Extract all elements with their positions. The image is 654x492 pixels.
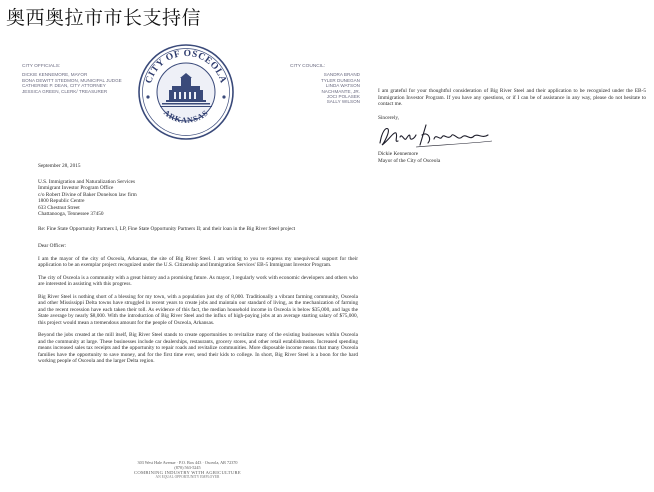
letter-page (14, 40, 361, 485)
body-paragraph: I am the mayor of the city of Osceola, Arkansas, the site of Big River Steel. I am writing to you to express my unequivocal support for their application to be an exemplar project recognized under the U.S. Citizenship and Immigration Services' EB-5 Immigrant Investor Program. (38, 255, 358, 268)
council-member-row: JOCI POLASEK (326, 94, 360, 100)
city-council-heading: CITY COUNCIL: (290, 64, 326, 69)
seal-bottom-text: ARKANSAS (161, 108, 211, 125)
letterhead-footer (14, 460, 361, 480)
footer-phone: (870) 563-5245 (174, 465, 201, 471)
footer-address: 303 West Hale Avenue · P.O. Box 443 · Osceola, AR 72370 (137, 460, 238, 465)
address-line: 1800 Republic Centre (38, 198, 85, 204)
city-officials-heading: CITY OFFICIALS: (22, 64, 61, 69)
sincerely-line: Sincerely, (378, 114, 399, 121)
body-paragraph: Beyond the jobs created at the mill itself, Big River Steel stands to create opportunities to revitalize many of the existing businesses within Osceola and the community at large. These businesses include car dealerships, restaurants, grocery stores, and other retail establishments. Increased spending means increased sales tax receipts and the opportunity to repair roads and revitalize communities. More disposable income means that many Osceola families have the opportunity to save money, and for the first time ever, send their kids to college. In short, Big River Steel is a boon for the hard working people of Osceola and the larger Delta region. (38, 332, 358, 364)
seal-top-text: CITY OF OSCEOLA (144, 48, 228, 85)
signer-name: Dickie Kennemore (378, 151, 419, 157)
closing-paragraph: I am grateful for your thoughtful consideration of Big River Steel and their application to be recognized under the EB-5 Immigration Investor Program. If you have any questions, or if I can be of assistance in any way, please do not hesitate to contact me. (378, 88, 646, 107)
address-line: Chattanooga, Tennessee 37450 (38, 211, 104, 217)
recipient-address (38, 179, 358, 218)
footer-motto: COMBINING INDUSTRY WITH AGRICULTURE (134, 470, 241, 476)
address-line: Immigrant Investor Program Office (38, 185, 114, 191)
official-row: BONA DEWITT STEDMON, MUNICIPAL JUDGE (22, 77, 122, 83)
official-row: DICKIE KENNEMORE, MAYOR (22, 72, 88, 78)
body-paragraph: Big River Steel is nothing short of a blessing for my town, with a population just shy of 8,000. Traditionally a vibrant farming community, Osceola and other Mississippi Delta towns have struggled in recent years to create jobs and maintain our standard of living, as the mechanization of farming and the recent recession have each taken their toll. As evidence of this fact, the median household income in Osceola is below $35,000, and lags the State average by nearly $8,000. With the introduction of Big River Steel and the influx of high-paying jobs at an average starting salary of $75,000, this project would mean a tremendous amount for the people of Osceola, Arkansas. (38, 293, 358, 326)
council-member-row: NACHMANTE, JR. (321, 88, 360, 94)
council-member-row: TYLER DUNEGAN (320, 77, 360, 83)
city-council-list (282, 64, 360, 105)
address-line: U.S. Immigration and Naturalization Services (38, 178, 136, 185)
footer-equal-opportunity: AN EQUAL OPPORTUNITY EMPLOYER (155, 475, 220, 480)
letter-date: September 28, 2015 (38, 163, 81, 169)
official-row: JESSICA GREEN, CLERK/ TREASURER (22, 88, 108, 94)
official-row: CATHERINE P. DEAN, CITY ATTORNEY (22, 83, 106, 89)
council-member-row: LINDA WATSON (325, 83, 360, 89)
slide-title: 奥西奥拉市市长支持信 (6, 7, 202, 29)
salutation: Dear Officer: (38, 243, 67, 249)
address-line: c/o Robert Divine of Baker Donelson law firm (38, 191, 137, 198)
body-paragraph: The city of Osceola is a community with a great history and a promising future. As mayor, I regularly work with economic developers and others who are interested in assisting with this progress. (38, 274, 358, 287)
subject-line: Re: Fine State Opportunity Partners I, LP, Fine State Opportunity Partners II; and their loan in the Big River Steel project (38, 225, 296, 232)
city-seal-logo (136, 42, 236, 142)
letter-body (38, 163, 358, 371)
address-line: 633 Chestnut Street (38, 204, 80, 211)
city-officials-list (22, 64, 132, 94)
mayor-signature (376, 121, 496, 151)
letter-closing-page (378, 88, 646, 164)
council-member-row: SANDRA BRAND (323, 72, 360, 78)
signer-title: Mayor of the City of Osceola (378, 157, 441, 164)
council-member-row: SALLY WILSON (326, 99, 360, 105)
